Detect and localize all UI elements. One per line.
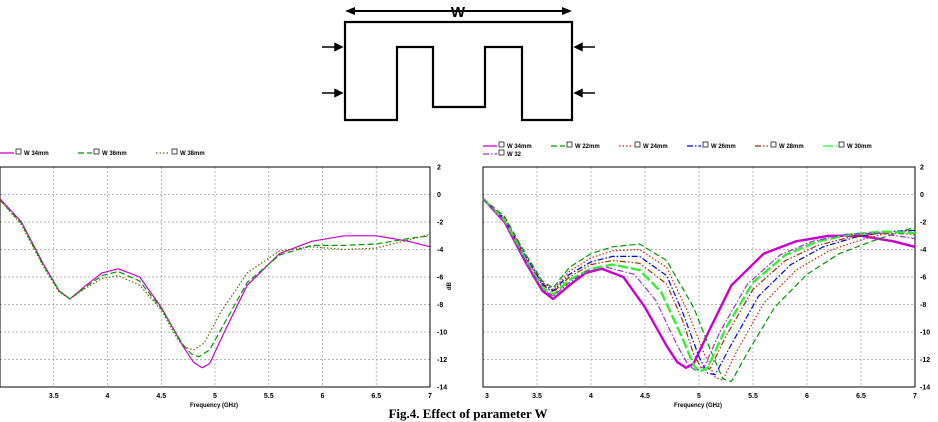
y-tick-label: -10 (920, 329, 931, 337)
legend-checkbox (839, 142, 844, 147)
y-tick-label: -8 (437, 302, 444, 309)
legend-checkbox (499, 150, 504, 155)
legend-label: W 28mm (779, 144, 804, 150)
x-tick-label: 4 (105, 393, 110, 400)
x-tick-label: 3 (485, 393, 489, 400)
y-tick-label: 0 (920, 192, 924, 199)
y-tick-label: -14 (437, 384, 448, 392)
y-tick-label: -6 (920, 274, 927, 282)
legend-label: W 36mm (102, 151, 127, 157)
x-tick-label: 6 (320, 393, 325, 400)
legend-item (823, 142, 872, 150)
x-tick-label: 4 (589, 393, 593, 400)
w-arrow-right (562, 7, 572, 15)
legend-label: W 34mm (507, 144, 532, 150)
y-ticks-left (437, 165, 447, 392)
x-tick-label: 6.5 (856, 393, 866, 400)
y-tick-label: -8 (920, 302, 927, 309)
x-tick-label: 6.5 (371, 393, 382, 400)
legend-item (619, 142, 668, 150)
legend-label: W 30mm (847, 144, 872, 150)
legend-item (483, 142, 532, 150)
grid-left (0, 167, 430, 387)
legend-label: W 38mm (180, 151, 205, 157)
antenna-diagram (322, 4, 595, 120)
legend-label: W 34mm (24, 151, 49, 157)
legend-checkbox (94, 149, 99, 154)
legend-item (0, 149, 49, 157)
x-tick-label: 6 (805, 393, 809, 400)
x-tick-label: 4.5 (156, 393, 167, 400)
x-axis-label-right: Frequency (GHz) (673, 403, 723, 409)
y-tick-label: -4 (437, 247, 444, 254)
chart-left (0, 149, 447, 409)
legend-label: W 26mm (711, 144, 736, 150)
legend-right (483, 142, 872, 158)
x-tick-label: 5 (697, 393, 701, 400)
y-tick-label: 2 (920, 164, 924, 172)
x-tick-label: 5.5 (748, 393, 758, 400)
x-tick-label: 4.5 (640, 393, 650, 400)
w-dimension-label: W (450, 4, 466, 21)
series-right (483, 199, 915, 382)
x-tick-label: 3.5 (532, 393, 542, 400)
legend-checkbox (499, 142, 504, 147)
legend-label: W 32 (507, 152, 522, 158)
y-tick-label: -12 (920, 357, 931, 364)
y-tick-label: -2 (920, 219, 927, 227)
legend-checkbox (703, 142, 708, 147)
y-tick-label: 2 (437, 164, 441, 172)
chart-right (447, 142, 930, 409)
figure-caption: Fig.4. Effect of parameter W (388, 406, 548, 421)
y-tick-label: -12 (437, 357, 448, 364)
legend-label: W 24mm (643, 144, 668, 150)
x-tick-label: 5.5 (263, 393, 274, 400)
y-tick-label: -4 (920, 247, 927, 254)
legend-item (483, 150, 522, 158)
x-tick-label: 7 (913, 393, 917, 400)
legend-checkbox (16, 149, 21, 154)
x-ticks-right (485, 393, 917, 400)
x-axis-label-left: Frequency (GHz) (189, 403, 239, 409)
y-tick-label: -2 (437, 219, 444, 227)
legend-item (551, 142, 600, 150)
y-tick-label: 0 (437, 192, 441, 199)
legend-checkbox (172, 149, 177, 154)
legend-item (755, 142, 804, 150)
x-ticks-left (49, 393, 432, 400)
legend-checkbox (635, 142, 640, 147)
y-tick-label: -10 (437, 329, 448, 337)
legend-item (156, 149, 205, 157)
legend-item (78, 149, 127, 157)
x-tick-label: 7 (428, 393, 432, 400)
antenna-outline (345, 22, 572, 120)
x-tick-label: 3.5 (48, 393, 59, 400)
legend-left (0, 149, 205, 157)
legend-checkbox (567, 142, 572, 147)
side-arrows (322, 44, 595, 97)
w-arrow-left (345, 7, 355, 15)
x-tick-label: 5 (213, 393, 217, 400)
legend-checkbox (771, 142, 776, 147)
legend-item (687, 142, 736, 150)
legend-label: W 22mm (575, 144, 600, 150)
y-ticks-right (920, 165, 930, 392)
y-tick-label: -6 (437, 274, 444, 282)
y-axis-label-right: dB (447, 282, 453, 290)
y-tick-label: -14 (920, 384, 931, 392)
